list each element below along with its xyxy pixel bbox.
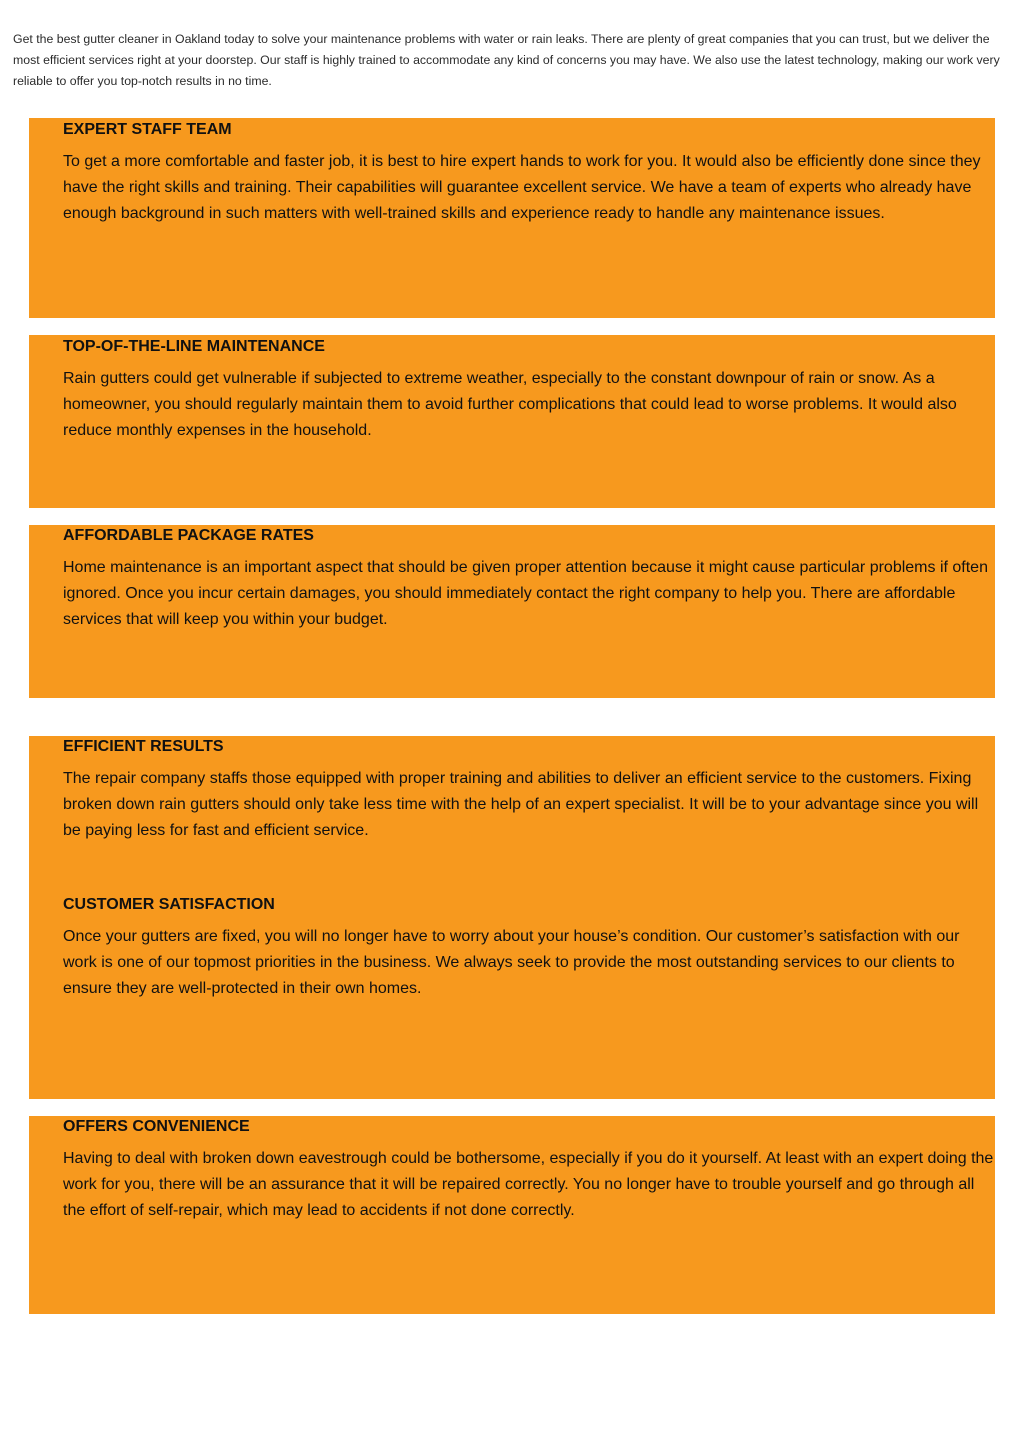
maintenance-box bbox=[29, 335, 995, 508]
section-heading: EXPERT STAFF TEAM bbox=[63, 121, 232, 138]
section-heading: AFFORDABLE PACKAGE RATES bbox=[63, 527, 314, 544]
section-body: Rain gutters could get vulnerable if subjected to extreme weather, especially to the constant downpour of rain or snow. As a homeowner, you should regularly maintain them to avoid further complications that could lead to worse problems. It would also reduce monthly expenses in the household. bbox=[63, 370, 957, 439]
convenience-box bbox=[29, 1116, 995, 1314]
efficient-results-section bbox=[63, 737, 997, 844]
section-heading: OFFERS CONVENIENCE bbox=[63, 1118, 250, 1135]
intro-paragraph: Get the best gutter cleaner in Oakland today to solve your maintenance problems with water or rain leaks. There are plenty of great companies that you can trust, but we deliver the most efficient services right at your doorstep. Our staff is highly trained to accommodate any kind of concerns you may have. We also use the latest technology, making our work very reliable to offer you top-notch results in no time. bbox=[13, 32, 1000, 88]
package-rates-box bbox=[29, 525, 995, 698]
expert-staff-box bbox=[29, 118, 995, 318]
section-body: To get a more comfortable and faster job, it is best to hire expert hands to work for you. It would also be efficiently done since they have the right skills and training. Their capabilities will guarantee excellent service. We have a team of experts who already have enough background in such matters with well-trained skills and experience ready to handle any maintenance issues. bbox=[63, 153, 981, 222]
section-body: Once your gutters are fixed, you will no longer have to worry about your house’s condition. Our customer’s satisfaction with our work is one of our topmost priorities in the business. We always seek to provide the most outstanding services to our clients to ensure they are well-protected in their own homes. bbox=[63, 928, 960, 997]
section-body: Home maintenance is an important aspect that should be given proper attention because it might cause particular problems if often ignored. Once you incur certain damages, you should immediately contact the right company to help you. There are affordable services that will keep you within your budget. bbox=[63, 559, 988, 628]
expert-staff-section bbox=[63, 120, 997, 227]
customer-satisfaction-section bbox=[63, 895, 997, 1002]
section-heading: CUSTOMER SATISFACTION bbox=[63, 896, 275, 913]
results-satisfaction-box bbox=[29, 736, 995, 1099]
section-body: The repair company staffs those equipped with proper training and abilities to deliver an efficient service to the customers. Fixing broken down rain gutters should only take less time with the help of an expert specialist. It will be to your advantage since you will be paying less for fast and efficient service. bbox=[63, 770, 979, 839]
maintenance-section bbox=[63, 337, 997, 444]
section-heading: EFFICIENT RESULTS bbox=[63, 738, 224, 755]
package-rates-section bbox=[63, 526, 997, 633]
section-body: Having to deal with broken down eavestrough could be bothersome, especially if you do it yourself. At least with an expert doing the work for you, there will be an assurance that it will be repaired correctly. You no longer have to trouble yourself and go through all the effort of self-repair, which may lead to accidents if not done correctly. bbox=[63, 1150, 994, 1219]
convenience-section bbox=[63, 1117, 997, 1224]
section-heading: TOP-OF-THE-LINE MAINTENANCE bbox=[63, 338, 325, 355]
